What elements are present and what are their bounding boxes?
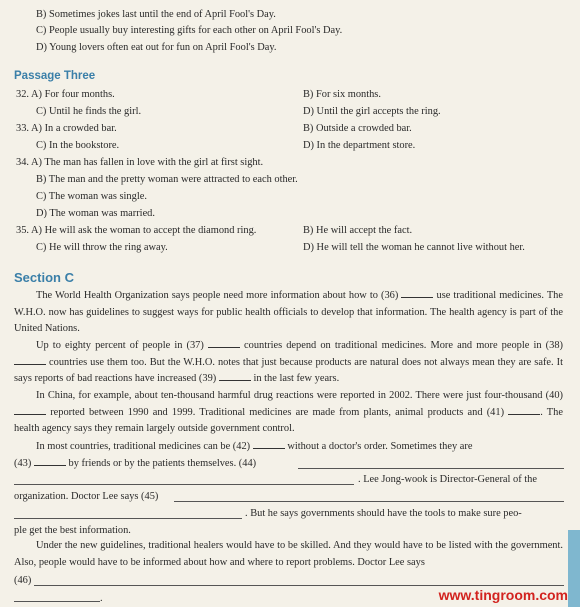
p2-text-d: in the last few years.	[253, 373, 340, 385]
p4-line-1	[36, 440, 472, 453]
answer-line-45-cont[interactable]	[14, 518, 242, 519]
blank-36[interactable]	[401, 289, 433, 298]
answer-line-44[interactable]	[298, 468, 564, 469]
p3-text-b: reported between 1990 and 1999. Traditional medicines are made from plants, animal products and (41)	[50, 406, 505, 418]
p2-text-c: countries use them too. But the W.H.O. notes that just because products are natural does not always mean they are safe. It says reports of bad reactions have increased (39)	[14, 356, 563, 385]
q32-option-a: 32. A) For four months.	[16, 89, 115, 100]
q32-option-d: D) Until the girl accepts the ring.	[303, 106, 441, 117]
p4-text-c: (43)	[14, 458, 32, 469]
watermark-url: www.tingroom.com	[438, 587, 568, 603]
blank-37[interactable]	[208, 339, 240, 348]
answer-line-46-cont[interactable]	[14, 601, 100, 602]
p4-line-2	[14, 457, 256, 470]
p5-text-c: .	[100, 593, 103, 604]
q34-option-b: B) The man and the pretty woman were attracted to each other.	[36, 174, 298, 185]
q32-option-b: B) For six months.	[303, 89, 381, 100]
page-edge-tab	[568, 530, 580, 607]
p2-text-a: Up to eighty percent of people in (37)	[36, 340, 204, 351]
q33-option-b: B) Outside a crowded bar.	[303, 123, 412, 134]
p4-text-f: organization. Doctor Lee says (45)	[14, 491, 159, 502]
passage-three-heading: Passage Three	[14, 70, 96, 82]
p4-text-b: without a doctor's order. Sometimes they are	[287, 441, 473, 452]
q34-option-c: C) The woman was single.	[36, 191, 147, 202]
option-line: B) Sometimes jokes last until the end of April Fool's Day.	[36, 9, 276, 20]
option-line: D) Young lovers often eat out for fun on April Fool's Day.	[36, 42, 277, 53]
p3-text-a: In China, for example, about ten-thousand harmful drug reactions were reported in 2002. There were just four-thousand (40)	[36, 390, 563, 401]
blank-42[interactable]	[253, 440, 285, 449]
p4-text-a: In most countries, traditional medicines can be (42)	[36, 441, 251, 452]
answer-line-44-cont[interactable]	[14, 484, 354, 485]
p4-text-d: by friends or by the patients themselves. (44)	[68, 458, 257, 469]
answer-line-45[interactable]	[174, 501, 564, 502]
q35-option-c: C) He will throw the ring away.	[36, 242, 168, 253]
answer-line-46[interactable]	[34, 585, 564, 586]
paragraph-5	[14, 538, 563, 571]
blank-40[interactable]	[14, 406, 46, 415]
q32-option-c: C) Until he finds the girl.	[36, 106, 142, 117]
q33-option-c: C) In the bookstore.	[36, 140, 120, 151]
q35-option-d: D) He will tell the woman he cannot live without her.	[303, 242, 525, 253]
option-line: C) People usually buy interesting gifts for each other on April Fool's Day.	[36, 25, 343, 36]
q33-option-a: 33. A) In a crowded bar.	[16, 123, 117, 134]
p5-text-a: Under the new guidelines, traditional healers would have to be skilled. And they would have to be listed with the government. Also, people would have to be informed about how and where to report problems. Doctor Lee says	[14, 540, 563, 568]
p4-text-e: . Lee Jong-wook is Director-General of the	[358, 474, 537, 485]
blank-39[interactable]	[219, 372, 251, 381]
q35-option-a: 35. A) He will ask the woman to accept the diamond ring.	[16, 225, 257, 236]
p4-text-h: ple get the best information.	[14, 525, 131, 536]
paragraph-3	[14, 388, 563, 438]
p1-text-b: use traditional medicines. The W.H.O. now has guidelines to suggest ways for public health officials to develop that information. The health agency is part of the United Nations.	[14, 290, 563, 335]
blank-38[interactable]	[14, 356, 46, 365]
paragraph-1	[14, 288, 563, 338]
p1-text-a: The World Health Organization says people need more information about how to (36)	[36, 290, 399, 301]
blank-41[interactable]	[508, 406, 540, 415]
q34-option-d: D) The woman was married.	[36, 208, 155, 219]
paragraph-2	[14, 338, 563, 388]
q34-option-a: 34. A) The man has fallen in love with the girl at first sight.	[16, 157, 264, 168]
p5-text-b: (46)	[14, 575, 32, 586]
q35-option-b: B) He will accept the fact.	[303, 225, 413, 236]
section-c-heading: Section C	[14, 270, 74, 285]
p2-text-b: countries depend on traditional medicines. More and more people in (38)	[244, 340, 563, 351]
q33-option-d: D) In the department store.	[303, 140, 416, 151]
p4-text-g: . But he says governments should have the tools to make sure peo-	[245, 508, 522, 519]
blank-43[interactable]	[34, 457, 66, 466]
p3-text-c: . The health agency says they remain largely outside government control.	[14, 406, 563, 435]
